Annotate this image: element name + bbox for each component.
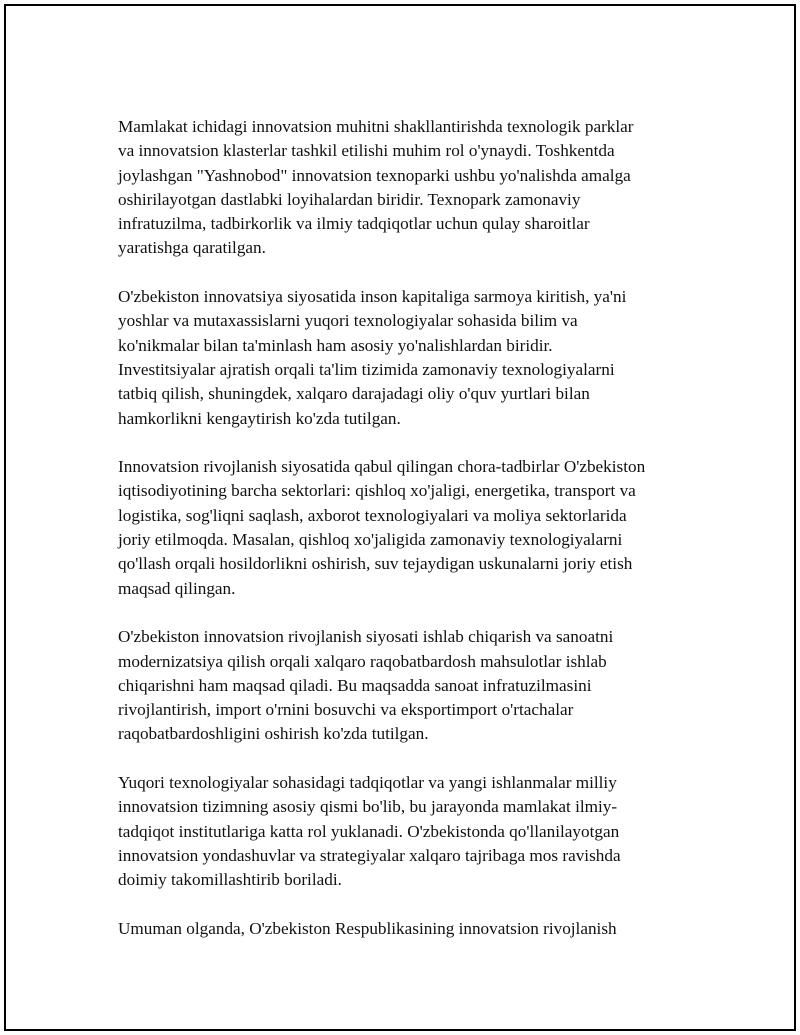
paragraph-tadqiqotlar: Yuqori texnologiyalar sohasidagi tadqiqotlar va yangi ishlanmalar milliy innovatsion tizimning asosiy qismi bo'lib, bu jarayonda mamlakat ilmiy- tadqiqot institutlariga katta rol yuklanadi. O'zbekistonda qo'llanilayotgan innovatsion yondashuvlar va strategiyalar xalqaro tajribaga mos ravishda doimiy takomillashtirib boriladi. [118,773,621,890]
document-body [118,115,698,965]
paragraph-xulosa: Umuman olganda, O'zbekiston Respublikasining innovatsion rivojlanish [118,918,617,938]
paragraph-sektorlar: Innovatsion rivojlanish siyosatida qabul qilingan chora-tadbirlar O'zbekiston iqtisodiyotining barcha sektorlari: qishloq xo'jaligi, energetika, transport va logistika, sog'liqni saqlash, axborot texnologiyalari va moliya sektorlarida joriy etilmoqda. Masalan, qishloq xo'jaligida zamonaviy texnologiyalarni qo'llash orqali hosildorlikni oshirish, suv tejaydigan uskunalarni joriy etish maqsad qilingan. [118,457,646,598]
paragraph-sanoat-modernizatsiyasi: O'zbekiston innovatsion rivojlanish siyosati ishlab chiqarish va sanoatni modernizatsiya qilish orqali xalqaro raqobatbardosh mahsulotlar ishlab chiqarishni ham maqsad qiladi. Bu maqsadda sanoat infratuzilmasini rivojlantirish, import o'rnini bosuvchi va eksportimport o'rtachalar raqobatbardoshligini oshirish ko'zda tutilgan. [118,627,614,744]
paragraph-inson-kapitali: O'zbekiston innovatsiya siyosatida inson kapitaliga sarmoya kiritish, ya'ni yoshlar va mutaxassislarni yuqori texnologiyalar sohasida bilim va ko'nikmalar bilan ta'minlash ham asosiy yo'nalishlardan biridir. Investitsiyalar ajratish orqali ta'lim tizimida zamonaviy texnologiyalarni tatbiq qilish, shuningdek, xalqaro darajadagi oliy o'quv yurtlari bilan hamkorlikni kengaytirish ko'zda tutilgan. [118,287,627,428]
paragraph-texnoparklar: Mamlakat ichidagi innovatsion muhitni shakllantirishda texnologik parklar va innovatsion klasterlar tashkil etilishi muhim rol o'ynaydi. Toshkentda joylashgan "Yashnobod" innovatsion texnoparki ushbu yo'nalishda amalga oshirilayotgan dastlabki loyihalardan biridir. Texnopark zamonaviy infratuzilma, tadbirkorlik va ilmiy tadqiqotlar uchun qulay sharoitlar yaratishga qaratilgan. [118,117,634,258]
